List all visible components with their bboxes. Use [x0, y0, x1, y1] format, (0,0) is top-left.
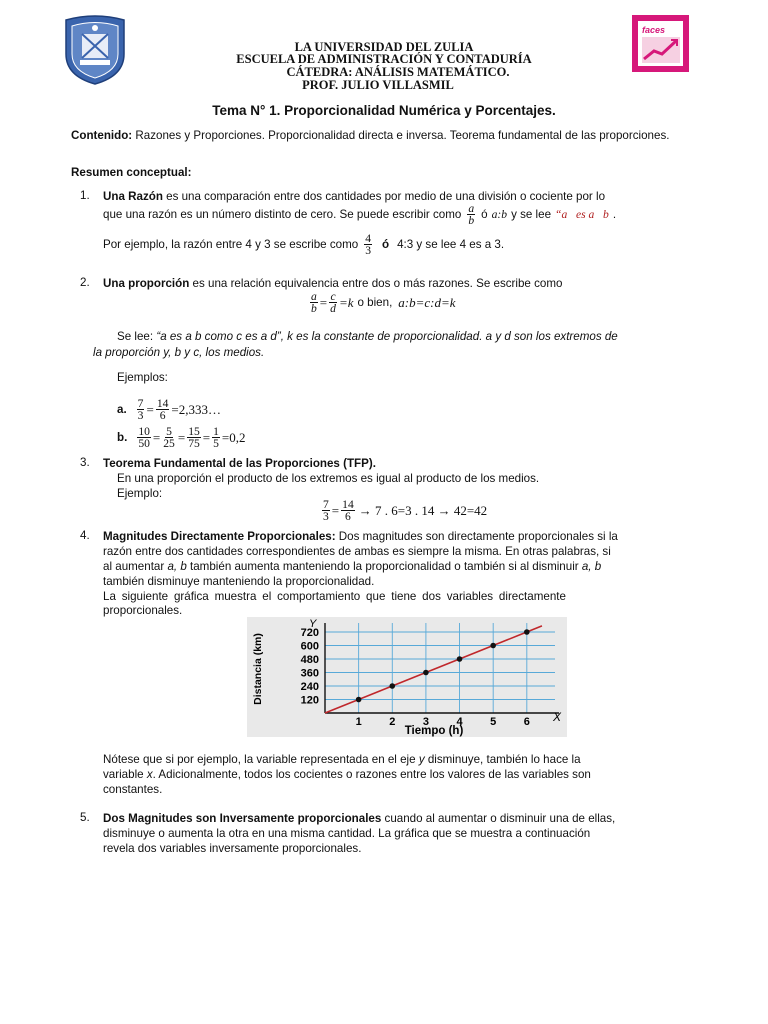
item-5-number: 5. — [80, 811, 90, 824]
example-b-tail: =0,2 — [221, 430, 246, 445]
item-4-note-3: constantes. — [103, 783, 163, 796]
proportion-formula-tail: =k — [338, 295, 354, 310]
example-a: a. $\frac{7}{3}$ = $\frac{14}{6}$ =2,333… — [117, 397, 221, 422]
y-tick-label-120: 120 — [300, 694, 319, 707]
y-tick-label-600: 600 — [300, 640, 319, 653]
item-3-example-label: Ejemplo: — [117, 487, 163, 500]
item-5-line-2: disminuye o aumenta la otra en una misma cantidad. La gráfica que se muestra a continuación — [103, 827, 591, 840]
item-2-bold: Una proporción — [103, 277, 190, 290]
x-tick-label-3: 3 — [422, 716, 429, 728]
item-4-p1a: Dos magnitudes son directamente proporcionales si la — [335, 530, 618, 543]
frac-c-d: $\frac{c}{d}$ — [330, 290, 336, 315]
item-4-note-c: disminuye, también lo hace la — [424, 753, 581, 766]
item-4-note-a: Nótese que si por ejemplo, la variable representada en el eje — [103, 753, 419, 766]
item-2-number: 2. — [80, 276, 90, 289]
tfp-frac-7-3: $\frac{7}{3}$ — [323, 498, 329, 523]
data-point-5 — [490, 643, 496, 649]
item-1-text-i: ó — [381, 238, 390, 251]
y-tick-label-360: 360 — [300, 667, 319, 680]
faces-logo-text: faces — [642, 25, 666, 35]
item-3-number: 3. — [80, 456, 90, 469]
contenido-paragraph — [71, 128, 711, 143]
data-point-3 — [423, 670, 429, 676]
frac-a-b: $\frac{a}{b}$ — [311, 290, 317, 315]
item-1-text-g: . — [612, 208, 617, 221]
frac-14-6: $\frac{14}{6}$ — [156, 397, 169, 422]
frac-15-75: $\frac{15}{75}$ — [188, 425, 200, 450]
item-5-bold: Dos Magnitudes son Inversamente proporcionales — [103, 812, 382, 825]
item-4-p1c-a: al aumentar — [103, 560, 168, 573]
item-2-text: es una relación equivalencia entre dos o más razones. Se escribe como — [189, 277, 563, 290]
examples-label: Ejemplos: — [117, 371, 168, 384]
item-4-bold: Magnitudes Directamente Proporcionales: — [103, 530, 336, 543]
example-a-tail: =2,333… — [171, 402, 221, 417]
item-2-reads-text: “a es a b como c es a d”, k es la constante de proporcionalidad. a y d son los extremos de — [156, 330, 618, 343]
ratio-4-over-3: $\frac{4}{3}$ — [365, 232, 371, 257]
data-point-4 — [457, 656, 463, 662]
item-4-note-b: y — [418, 753, 425, 766]
item-4-p1c-c: también aumenta manteniendo la proporcionalidad o también si al disminuir — [186, 560, 582, 573]
item-4-note-d: variable — [103, 768, 147, 781]
x-tick-label-4: 4 — [456, 716, 463, 728]
tfp-formula-tail: → 7 . 6=3 . 14 → 42=42 — [358, 503, 488, 518]
item-4-note-e: x — [146, 768, 153, 781]
proportion-formula-2: a:b=c:d=k — [398, 295, 456, 310]
x-tick-label-2: 2 — [389, 716, 396, 728]
x-tick-label-5: 5 — [490, 716, 497, 728]
item-5-line-1 — [103, 811, 615, 826]
item-1-text-d: a:b — [491, 208, 508, 221]
y-tick-label-720: 720 — [300, 627, 319, 639]
y-tick-label-480: 480 — [300, 654, 319, 666]
item-4-note-f: . Adicionalmente, todos los cocientes o razones entre los valores de las variables son — [152, 768, 591, 781]
item-2-line — [103, 276, 562, 291]
item-3-text: En una proporción el producto de los extremos es igual al producto de los medios. — [117, 472, 540, 485]
item-2-reads — [117, 329, 618, 344]
item-4-line-6: proporcionales. — [103, 604, 183, 617]
proportion-or: o bien, — [357, 296, 393, 309]
x-tick-label-6: 6 — [523, 716, 530, 728]
item-4-line-4: también disminuye manteniendo la proporcionalidad. — [103, 575, 375, 588]
y-axis-letter: Y — [309, 618, 317, 630]
item-1-text-a: es una comparación entre dos cantidades por medio de una división o cociente por lo — [162, 190, 606, 203]
example-b-label: b. — [117, 431, 128, 444]
item-4-line-2: razón entre dos cantidades correspondientes de ambas es siempre la misma. En otras palabras, si — [103, 545, 611, 558]
item-2-reads-prefix: Se lee: — [117, 330, 157, 343]
item-4-number: 4. — [80, 529, 90, 542]
item-4-line-5: La siguiente gráfica muestra el comportamiento que tiene dos variables directamente — [103, 590, 566, 603]
frac-5-25: $\frac{5}{25}$ — [163, 425, 175, 450]
item-3-bold: Teorema Fundamental de las Proporciones (TFP). — [103, 457, 376, 470]
header-line-2: ESCUELA DE ADMINISTRACIÓN Y CONTADURÍA — [236, 52, 532, 66]
item-1-text-e: y se lee — [511, 208, 552, 221]
item-1-bold: Una Razón — [103, 190, 163, 203]
header-line-3: CÁTEDRA: ANÁLISIS MATEMÁTICO. — [286, 65, 510, 79]
item-1-text-b: que una razón es un número distinto de cero. Se puede escribir como — [103, 208, 462, 221]
item-1-text-c: ó — [481, 208, 488, 221]
item-4-note-2 — [103, 767, 591, 782]
frac-7-3: $\frac{7}{3}$ — [137, 397, 144, 422]
x-axis-title: Tiempo (h) — [404, 725, 464, 737]
item-1-text-j: 4:3 y se lee 4 es a 3. — [397, 238, 505, 251]
item-4-note-1 — [103, 752, 581, 767]
x-tick-label-1: 1 — [355, 716, 362, 728]
header-line-4: PROF. JULIO VILLASMIL — [302, 78, 454, 92]
data-point-1 — [356, 697, 362, 703]
data-point-6 — [524, 629, 530, 635]
item-1-text-f: “a es a b — [555, 208, 609, 221]
y-tick-label-240: 240 — [300, 681, 319, 693]
item-1-line-b — [103, 203, 616, 226]
data-point-2 — [389, 683, 395, 689]
item-1-line-c — [103, 233, 504, 256]
frac-10-50: $\frac{10}{50}$ — [138, 425, 150, 450]
resumen-label: Resumen conceptual: — [71, 166, 192, 179]
contenido-text: Razones y Proporciones. Proporcionalidad directa e inversa. Teorema fundamental de las proporciones. — [135, 129, 670, 142]
frac-1-5: $\frac{1}{5}$ — [213, 425, 219, 450]
item-1-number: 1. — [80, 189, 90, 202]
proportion-formula: $\frac{a}{b}$ = $\frac{c}{d}$ =k o bien, a:b=c:d=k — [311, 290, 456, 315]
page-title: Tema N° 1. Proporcionalidad Numérica y Porcentajes. — [212, 103, 556, 118]
example-a-label: a. — [117, 403, 127, 416]
x-axis-letter: X — [553, 710, 562, 724]
contenido-label: Contenido: — [71, 129, 133, 142]
item-1-text-h: Por ejemplo, la razón entre 4 y 3 se escribe como — [103, 238, 359, 251]
item-5-p1: cuando al aumentar o disminuir una de ellas, — [381, 812, 616, 825]
y-axis-title: Distancia (km) — [252, 633, 264, 705]
tfp-frac-14-6: $\frac{14}{6}$ — [342, 498, 354, 523]
item-4-line-1 — [103, 529, 618, 544]
item-5-line-3: revela dos variables inversamente proporcionales. — [103, 842, 362, 855]
example-b: b. $\frac{10}{50}$ = $\frac{5}{25}$ = $\frac{15}{75}$ = $\frac{1}{5}$ =0,2 — [117, 425, 246, 450]
item-2-reads-2: la proporción y, b y c, los medios. — [93, 346, 265, 359]
item-4-p1c-d: a, b — [581, 560, 602, 573]
item-1-line-a — [103, 189, 713, 204]
item-4-line-3 — [103, 559, 601, 574]
tfp-formula: $\frac{7}{3}$ = $\frac{14}{6}$ → 7 . 6=3 . 14 → 42=42 — [323, 498, 488, 523]
direct-proportion-chart — [247, 617, 567, 737]
header-line-1: LA UNIVERSIDAD DEL ZULIA — [294, 40, 474, 54]
item-4-p1c-b: a, b — [167, 560, 187, 573]
ratio-a-over-b: $\frac{a}{b}$ — [468, 202, 475, 227]
